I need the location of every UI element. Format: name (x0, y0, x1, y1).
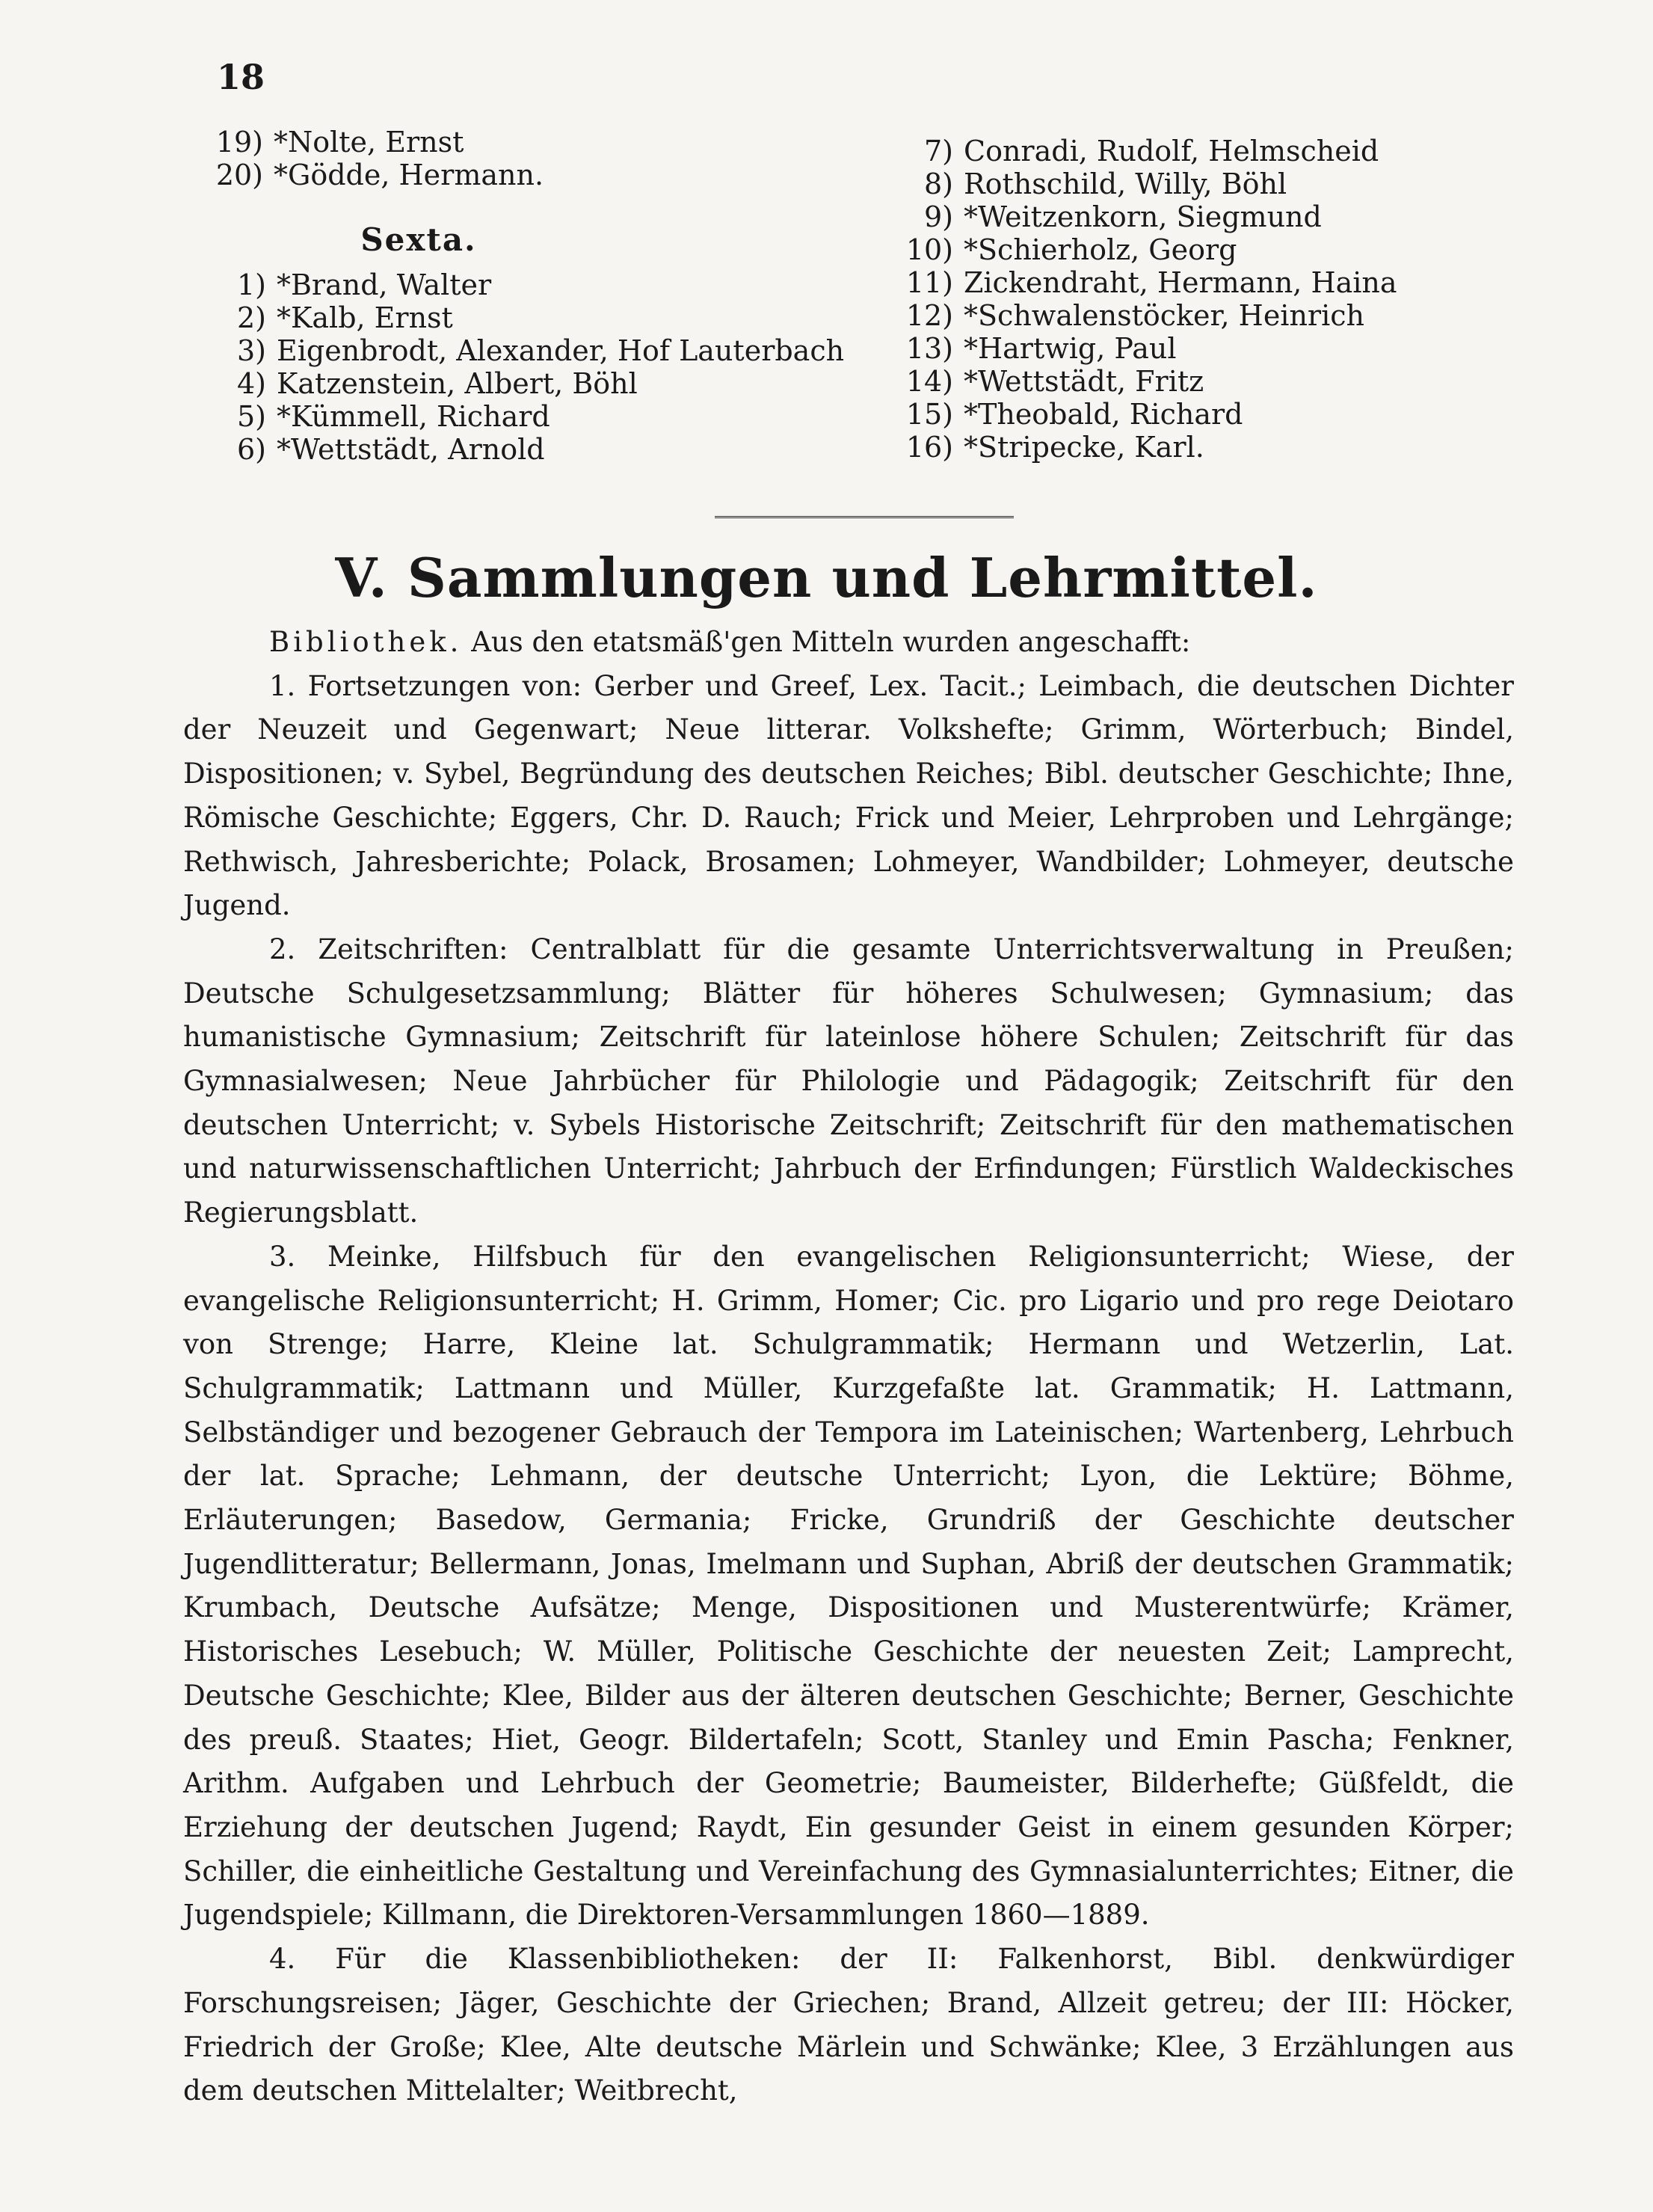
list-item (209, 159, 807, 191)
entry-name: *Brand, Walter (277, 268, 492, 301)
entry-number: 16) (905, 431, 953, 464)
entry-name: *Kalb, Ernst (277, 301, 453, 334)
list-item (886, 398, 1454, 431)
right-name-column (886, 135, 1454, 464)
paragraph-4: 4. Für die Klassenbibliotheken: der II: Falkenhorst, Bibl. denkwürdiger Forschungsreisen; Jäger, Geschichte der Griechen; Brand, Allzeit getreu; der III: Höcker, Friedrich der Große; Klee, Alte deutsche Märlein und Schwänke; Klee, 3 Erzählungen aus dem deutschen Mittelalter; Weitbrecht, (183, 1943, 1514, 2107)
entry-number: 4) (236, 367, 266, 400)
intro-text: Aus den etatsmäß'gen Mitteln wurden angeschafft: (462, 626, 1191, 658)
entry-number: 14) (905, 365, 953, 398)
entry-number: 1) (236, 268, 266, 301)
entry-name: *Schwalenstöcker, Heinrich (964, 299, 1365, 332)
list-item (209, 367, 807, 400)
entry-number: 15) (905, 398, 953, 431)
section-divider (715, 516, 1014, 518)
list-item (886, 431, 1454, 464)
list-item (886, 168, 1454, 200)
list-item (209, 301, 807, 334)
entry-name: *Weitzenkorn, Siegmund (964, 200, 1322, 233)
list-item (209, 433, 807, 466)
entry-number: 6) (236, 433, 266, 466)
entry-name: Katzenstein, Albert, Böhl (277, 367, 638, 400)
list-item (209, 126, 807, 159)
paragraph-1: 1. Fortsetzungen von: Gerber und Greef, Lex. Tacit.; Leimbach, die deutschen Dichter der Neuzeit und Gegenwart; Neue litterar. Volkshefte; Grimm, Wörterbuch; Bindel, Dispositionen; v. Sybel, Begründung des deutschen Reiches; Bibl. deutscher Geschichte; Ihne, Römische Geschichte; Eggers, Chr. D. Rauch; Frick und Meier, Lehrproben und Lehrgänge; Rethwisch, Jahresberichte; Polack, Brosamen; Lohmeyer, Wandbilder; Lohmeyer, deutsche Jugend. (183, 669, 1514, 922)
list-item (886, 332, 1454, 365)
list-item (886, 200, 1454, 233)
bibliothek-label: Bibliothek. (269, 626, 463, 658)
entry-name: Zickendraht, Hermann, Haina (964, 266, 1397, 299)
list-item (886, 135, 1454, 168)
entry-number: 5) (236, 400, 266, 433)
entry-number: 12) (905, 299, 953, 332)
entry-number: 19) (215, 126, 263, 159)
intro-paragraph (183, 621, 1514, 665)
sexta-heading: Sexta. (360, 221, 477, 258)
entry-name: Rothschild, Willy, Böhl (964, 168, 1287, 200)
list-item (886, 233, 1454, 266)
entry-number: 9) (923, 200, 953, 233)
entry-number: 10) (905, 233, 953, 266)
page-number: 18 (217, 57, 265, 97)
entry-number: 13) (905, 332, 953, 365)
entry-name: *Nolte, Ernst (274, 126, 464, 159)
entry-name: Eigenbrodt, Alexander, Hof Lauterbach (277, 334, 845, 367)
list-item (886, 365, 1454, 398)
paragraph-3: 3. Meinke, Hilfsbuch für den evangelischen Religionsunterricht; Wiese, der evangelische Religionsunterricht; H. Grimm, Homer; Cic. pro Ligario und pro rege Deiotaro von Strenge; Harre, Kleine lat. Schulgrammatik; Hermann und Wetzerlin, Lat. Schulgrammatik; Lattmann und Müller, Kurzgefaßte lat. Grammatik; H. Lattmann, Selbständiger und bezogener Gebrauch der Tempora im Lateinischen; Wartenberg, Lehrbuch der lat. Sprache; Lehmann, der deutsche Unterricht; Lyon, die Lektüre; Böhme, Erläuterungen; Basedow, Germania; Fricke, Grundriß der Geschichte deutscher Jugendlitteratur; Bellermann, Jonas, Imelmann und Suphan, Abriß der deutschen Grammatik; Krumbach, Deutsche Aufsätze; Menge, Dispositionen und Musterentwürfe; Krämer, Historisches Lesebuch; W. Müller, Politische Geschichte der neuesten Zeit; Lamprecht, Deutsche Geschichte; Klee, Bilder aus der älteren deutschen Geschichte; Berner, Geschichte des preuß. Staates; Hiet, Geogr. Bildertafeln; Scott, Stanley und Emin Pascha; Fenkner, Arithm. Aufgaben und Lehrbuch der Geometrie; Baumeister, Bilderhefte; Güßfeldt, die Erziehung der deutschen Jugend; Raydt, Ein gesunder Geist in einem gesunden Körper; Schiller, die einheitliche Gestaltung und Vereinfachung des Gymnasialunterrichtes; Eitner, die Jugendspiele; Killmann, die Direktoren-Versammlungen 1860—1889. (183, 1240, 1514, 1932)
list-item (209, 400, 807, 433)
left-name-column (209, 126, 845, 466)
paragraph-2: 2. Zeitschriften: Centralblatt für die gesamte Unterrichtsverwaltung in Preußen; Deutsche Schulgesetzsammlung; Blätter für höheres Schulwesen; Gymnasium; das humanistische Gymnasium; Zeitschrift für lateinlose höhere Schulen; Zeitschrift für das Gymnasialwesen; Neue Jahrbücher für Philologie und Pädagogik; Zeitschrift für den deutschen Unterricht; v. Sybels Historische Zeitschrift; Zeitschrift für den mathematischen und naturwissenschaftlichen Unterricht; Jahrbuch der Erfindungen; Fürstlich Waldeckisches Regierungsblatt. (183, 933, 1514, 1229)
entry-name: *Gödde, Hermann. (274, 159, 544, 191)
entry-name: *Schierholz, Georg (964, 233, 1237, 266)
entry-name: *Wettstädt, Fritz (964, 365, 1204, 398)
entry-name: *Wettstädt, Arnold (277, 433, 545, 466)
entry-name: Conradi, Rudolf, Helmscheid (964, 135, 1379, 168)
entry-name: *Kümmell, Richard (277, 400, 550, 433)
entry-name: *Stripecke, Karl. (964, 431, 1204, 464)
entry-number: 8) (923, 168, 953, 200)
list-item (886, 266, 1454, 299)
list-item (209, 268, 807, 301)
list-item (209, 334, 845, 367)
entry-number: 11) (905, 266, 953, 299)
entry-number: 7) (923, 135, 953, 168)
entry-name: *Hartwig, Paul (964, 332, 1177, 365)
section-title: V. Sammlungen und Lehrmittel. (335, 546, 1318, 609)
entry-name: *Theobald, Richard (964, 398, 1243, 431)
body-text (183, 621, 1514, 2113)
entry-number: 20) (215, 159, 263, 191)
entry-number: 3) (236, 334, 266, 367)
entry-number: 2) (236, 301, 266, 334)
list-item (886, 299, 1454, 332)
